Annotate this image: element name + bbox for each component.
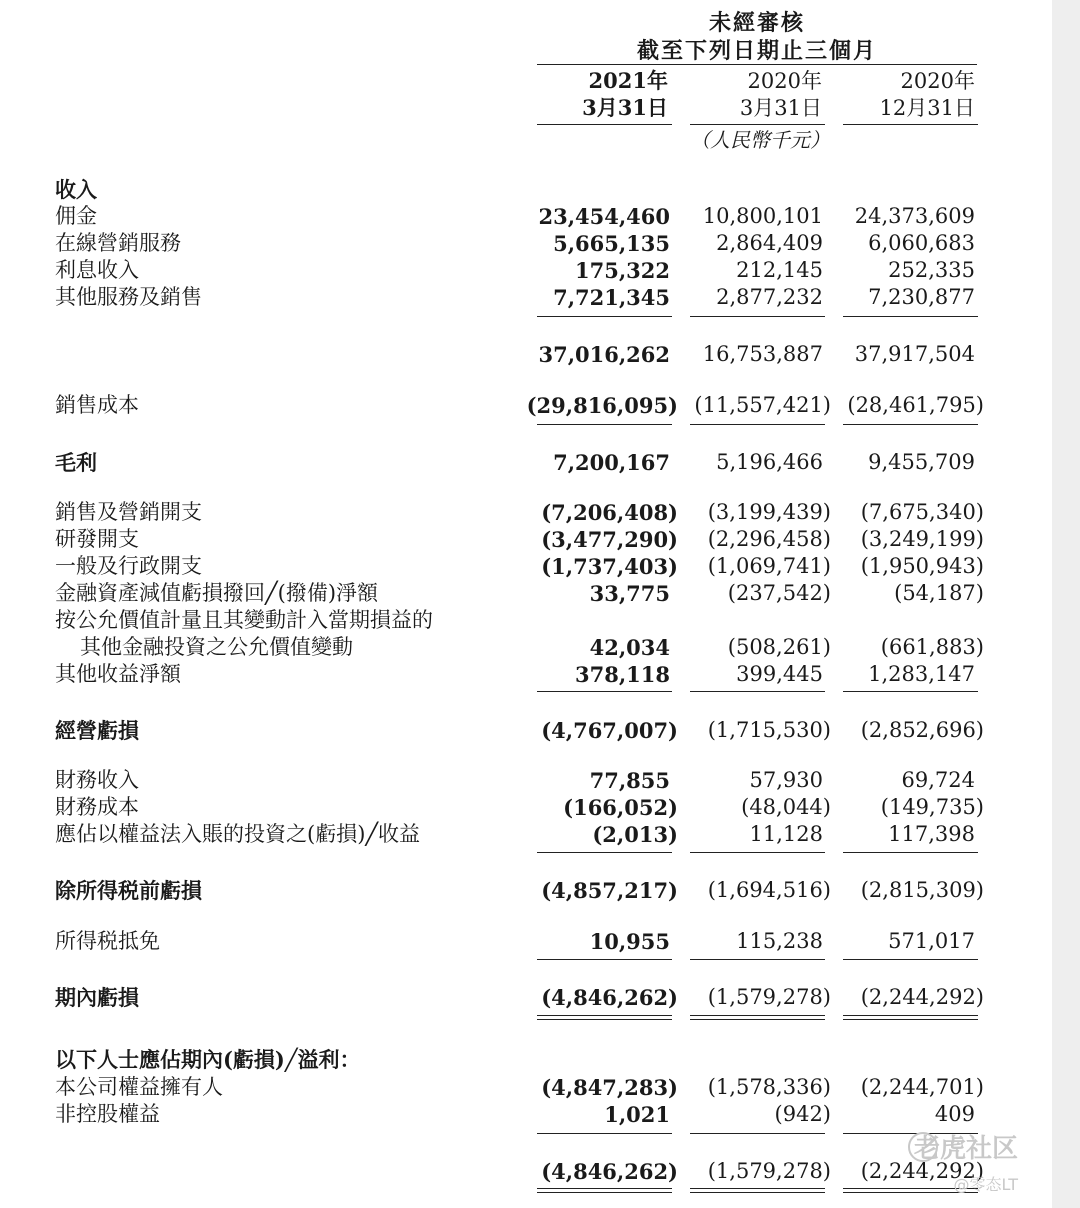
subtotal-rule [537,852,672,853]
attributable-total-2020q1: (1,579,278) [707,1159,831,1183]
row-value-2020q1: (1,579,278) [707,985,831,1009]
subtotal-rule [843,852,978,853]
col2-date: 3月31日 [739,96,822,120]
row-label: 除所得税前虧損 [55,878,202,903]
subtotal-rule [537,1133,672,1134]
row-value-2021q1: (166,052) [563,795,678,820]
row-label: 研發開支 [55,527,139,551]
row-label: 收入 [55,177,97,202]
watermark-brand: 老虎社区 [913,1134,1018,1164]
row-value-2020q1: (237,542) [727,581,831,605]
total-double-rule [537,1015,672,1020]
attributable-total-2021q1: (4,846,262) [541,1159,678,1184]
row-value-2020q1: (1,694,516) [707,878,831,902]
row-value-2020q1: (1,069,741) [707,554,831,578]
subtotal-rule [537,316,672,317]
row-value-2021q1: 7,200,167 [553,450,670,475]
row-value-2020q4: (149,735) [880,795,984,819]
row-value-2020q4: (54,187) [894,581,984,605]
row-label: 銷售及營銷開支 [55,500,202,524]
subtotal-rule [843,691,978,692]
row-label: 其他金融投資之公允價值變動 [80,635,353,659]
row-label: 所得税抵免 [55,929,160,953]
row-value-2020q1: 2,877,232 [716,285,823,309]
row-value-2020q1: 115,238 [736,929,823,953]
revenue-total-2021q1: 37,016,262 [538,342,670,367]
row-value-2020q4: 9,455,709 [868,450,975,474]
subtotal-rule [537,959,672,960]
revenue-total-2020q4: 37,917,504 [854,342,975,366]
row-value-2020q4: 7,230,877 [868,285,975,309]
row-value-2020q4: (2,815,309) [860,878,984,902]
subtotal-rule [843,959,978,960]
row-label: 在線營銷服務 [55,231,181,255]
watermark-user: @零态LT [953,1175,1018,1194]
row-value-2020q4: 409 [934,1102,975,1126]
row-value-2020q4: 1,283,147 [868,662,975,686]
row-value-2020q1: (3,199,439) [707,500,831,524]
row-value-2020q4: (1,950,943) [860,554,984,578]
page-edge [1052,0,1080,1208]
row-label: 經營虧損 [55,718,139,743]
subtotal-rule [690,959,825,960]
row-value-2020q1: 10,800,101 [702,204,823,228]
row-value-2020q4: 117,398 [888,822,975,846]
subtotal-rule [537,424,672,425]
subtotal-rule [690,691,825,692]
row-value-2021q1: 7,721,345 [553,285,670,310]
row-label: 其他服務及銷售 [55,285,202,309]
row-value-2020q4: (2,244,292) [860,985,984,1009]
row-label: 利息收入 [55,258,139,282]
row-value-2021q1: 1,021 [604,1102,670,1127]
row-value-2021q1: (1,737,403) [541,554,678,579]
row-value-2020q1: (942) [774,1102,831,1126]
header-rule [537,64,977,65]
revenue-total-2020q1: 16,753,887 [702,342,823,366]
row-value-2020q1: (508,261) [727,635,831,659]
row-label: 銷售成本 [55,393,139,417]
row-value-2020q1: (1,715,530) [707,718,831,742]
row-value-2020q4: (2,244,701) [860,1075,984,1099]
row-value-2020q4: 6,060,683 [868,231,975,255]
row-value-2020q1: 11,128 [749,822,823,846]
unit-label: （人民幣千元） [690,128,830,152]
row-value-2021q1: (3,477,290) [541,527,678,552]
row-value-2020q1: (48,044) [741,795,831,819]
row-value-2021q1: 77,855 [589,768,670,793]
subtotal-rule [537,691,672,692]
subtotal-rule [690,852,825,853]
row-value-2020q1: (11,557,421) [694,393,831,417]
col1-date: 3月31日 [582,95,668,120]
row-label: 應佔以權益法入賬的投資之(虧損)╱收益 [55,822,421,846]
subtotal-rule [690,424,825,425]
row-value-2020q4: 252,335 [888,258,975,282]
header-unaudited: 未經審核 [708,10,805,36]
row-value-2021q1: 33,775 [589,581,670,606]
row-label: 財務成本 [55,795,139,819]
row-label: 按公允價值計量且其變動計入當期損益的 [55,608,433,632]
col3-header-rule [843,124,978,125]
row-value-2021q1: 23,454,460 [538,204,670,229]
row-value-2020q4: 24,373,609 [854,204,975,228]
row-label: 期內虧損 [55,985,139,1010]
row-value-2020q1: 57,930 [749,768,823,792]
total-double-rule [843,1015,978,1020]
subtotal-rule [843,424,978,425]
row-label: 本公司權益擁有人 [55,1075,223,1099]
row-label: 財務收入 [55,768,139,792]
row-label: 一般及行政開支 [55,554,202,578]
row-value-2020q4: (2,852,696) [860,718,984,742]
row-value-2021q1: (29,816,095) [526,393,678,418]
attributable-total-2020q4: (2,244,292) [860,1159,984,1183]
subtotal-rule [690,1133,825,1134]
col1-year: 2021年 [588,68,668,93]
row-value-2020q4: 571,017 [888,929,975,953]
row-label: 毛利 [55,450,97,475]
row-value-2021q1: (7,206,408) [541,500,678,525]
row-value-2020q1: 2,864,409 [716,231,823,255]
row-value-2020q1: 5,196,466 [716,450,823,474]
row-value-2021q1: (4,857,217) [541,878,678,903]
row-value-2020q1: (1,578,336) [707,1075,831,1099]
row-value-2021q1: 5,665,135 [553,231,670,256]
row-value-2021q1: 175,322 [575,258,670,283]
subtotal-rule [690,316,825,317]
row-value-2020q4: (661,883) [880,635,984,659]
row-value-2020q1: (2,296,458) [707,527,831,551]
row-label: 非控股權益 [55,1102,160,1126]
row-value-2021q1: 10,955 [589,929,670,954]
row-value-2020q4: (7,675,340) [860,500,984,524]
header-period: 截至下列日期止三個月 [636,38,877,64]
row-value-2021q1: (4,767,007) [541,718,678,743]
row-value-2021q1: (2,013) [592,822,678,847]
row-value-2020q4: 69,724 [901,768,975,792]
row-label: 以下人士應佔期內(虧損)╱溢利： [55,1047,361,1072]
total-double-rule [690,1015,825,1020]
row-value-2020q4: (3,249,199) [860,527,984,551]
total-double-rule [537,1188,672,1193]
row-value-2021q1: (4,847,283) [541,1075,678,1100]
col1-header-rule [537,124,672,125]
subtotal-rule [843,316,978,317]
row-label: 金融資產減值虧損撥回╱(撥備)淨額 [55,581,379,605]
row-value-2020q1: 399,445 [736,662,823,686]
row-value-2021q1: (4,846,262) [541,985,678,1010]
total-double-rule [690,1188,825,1193]
row-label: 其他收益淨額 [55,662,181,686]
row-label: 佣金 [55,204,97,228]
row-value-2020q4: (28,461,795) [847,393,984,417]
row-value-2020q1: 212,145 [736,258,823,282]
col3-date: 12月31日 [879,96,975,120]
row-value-2021q1: 378,118 [575,662,670,687]
row-value-2021q1: 42,034 [589,635,670,660]
col2-year: 2020年 [747,69,822,93]
col3-year: 2020年 [900,69,975,93]
